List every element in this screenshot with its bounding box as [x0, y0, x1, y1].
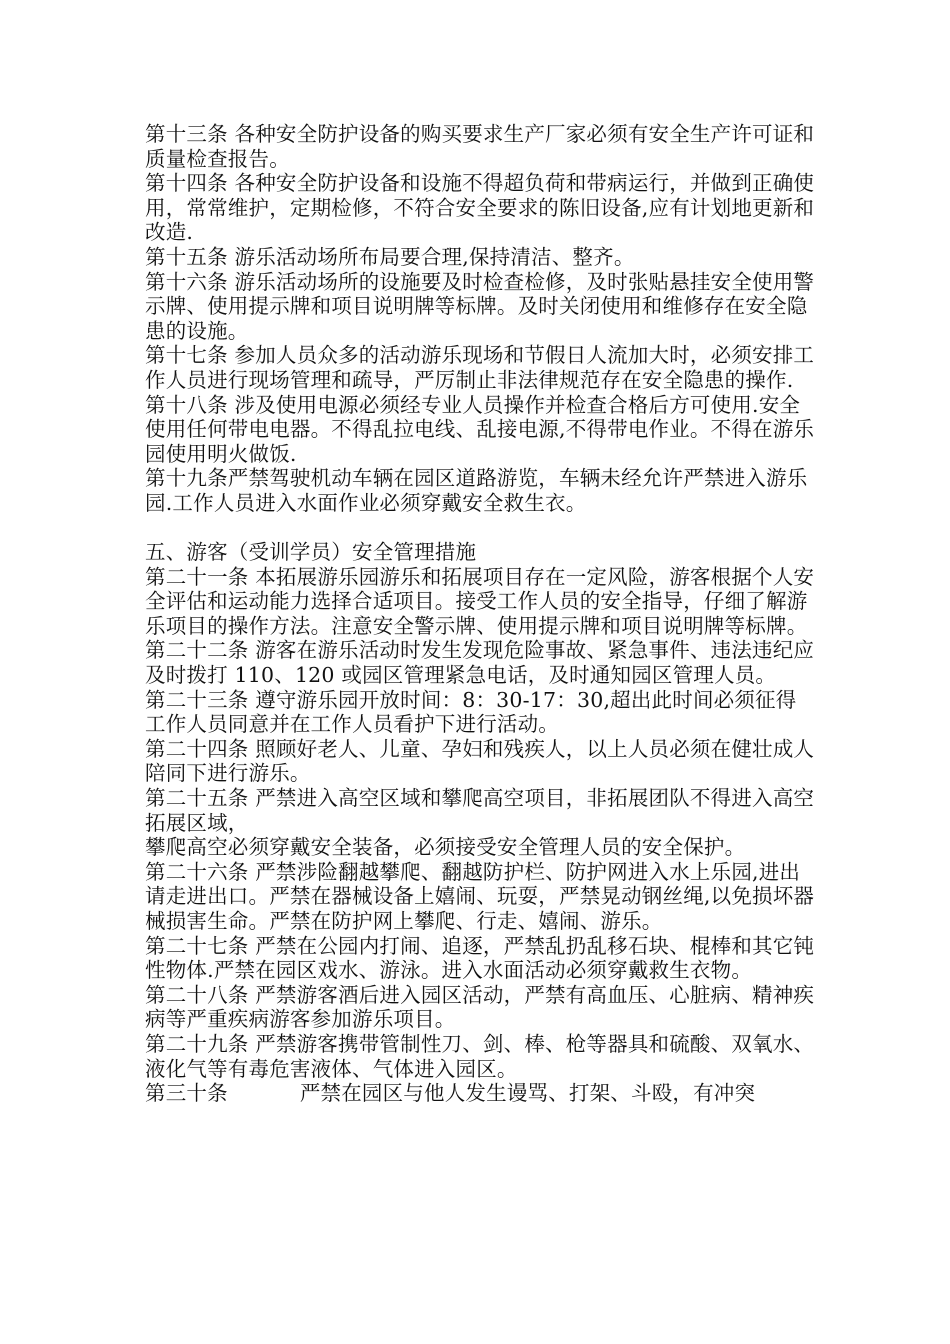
article-26: 第二十六条 严禁涉险翻越攀爬、翻越防护栏、防护网进入水上乐园,进出请走进出口。严禁在器械设备上嬉闹、玩耍，严禁晃动钢丝绳,以免损坏器械损害生命。严禁在防护网上攀爬、行走、嬉闹、游乐。: [145, 859, 815, 933]
article-21: 第二十一条 本拓展游乐园游乐和拓展项目存在一定风险，游客根据个人安全评估和运动能力选择合适项目。接受工作人员的安全指导，仔细了解游乐项目的操作方法。注意安全警示牌、使用提示牌和项目说明牌等标牌。: [145, 564, 815, 638]
article-16: 第十六条 游乐活动场所的设施要及时检查检修，及时张贴悬挂安全使用警示牌、使用提示牌和项目说明牌等标牌。及时关闭使用和维修存在安全隐患的设施。: [145, 269, 815, 343]
article-13: 第十三条 各种安全防护设备的购买要求生产厂家必须有安全生产许可证和质量检查报告。: [145, 122, 815, 171]
section-heading: 五、游客（受训学员）安全管理措施: [145, 540, 477, 565]
article-30: [145, 1081, 815, 1106]
article-17: 第十七条 参加人员众多的活动游乐现场和节假日人流加大时，必须安排工作人员进行现场管理和疏导，严厉制止非法律规范存在安全隐患的操作.: [145, 343, 815, 392]
article-30-number: 第三十条: [145, 1081, 228, 1106]
article-30-text: 严禁在园区与他人发生谩骂、打架、斗殴，有冲突: [299, 1081, 756, 1106]
article-18: 第十八条 涉及使用电源必须经专业人员操作并检查合格后方可使用.安全使用任何带电电器。不得乱拉电线、乱接电源,不得带电作业。不得在游乐园使用明火做饭.: [145, 392, 815, 466]
article-24: 第二十四条 照顾好老人、儿童、孕妇和残疾人，以上人员必须在健壮成人陪同下进行游乐。: [145, 736, 815, 786]
article-23: 第二十三条 遵守游乐园开放时间：8：30-17：30,超出此时间必须征得工作人员同意并在工作人员看护下进行活动。: [145, 687, 797, 737]
article-14: 第十四条 各种安全防护设备和设施不得超负荷和带病运行，并做到正确使用，常常维护，定期检修，不符合安全要求的陈旧设备,应有计划地更新和改造.: [145, 171, 815, 245]
article-28: 第二十八条 严禁游客酒后进入园区活动，严禁有高血压、心脏病、精神疾病等严重疾病游客参加游乐项目。: [145, 982, 815, 1032]
article-19: 第十九条严禁驾驶机动车辆在园区道路游览，车辆未经允许严禁进入游乐园.工作人员进入水面作业必须穿戴安全救生衣。: [145, 466, 808, 515]
document-page: [145, 122, 815, 1106]
article-25-continued: 攀爬高空必须穿戴安全装备，必须接受安全管理人员的安全保护。: [145, 835, 746, 860]
article-25: 第二十五条 严禁进入高空区域和攀爬高空项目，非拓展团队不得进入高空拓展区域，: [145, 786, 815, 835]
article-15: 第十五条 游乐活动场所布局要合理,保持清洁、整齐。: [145, 244, 635, 269]
blank-line: [145, 516, 815, 541]
article-29: 第二十九条 严禁游客携带管制性刀、剑、棒、枪等器具和硫酸、双氧水、液化气等有毒危害液体、气体进入园区。: [145, 1031, 815, 1081]
article-27: 第二十七条 严禁在公园内打闹、追逐，严禁乱扔乱移石块、棍棒和其它钝性物体.严禁在园区戏水、游泳。进入水面活动必须穿戴救生衣物。: [145, 933, 815, 983]
article-22: 第二十二条 游客在游乐活动时发生发现危险事故、紧急事件、违法违纪应及时拨打 110、120 或园区管理紧急电话，及时通知园区管理人员。: [145, 638, 815, 688]
